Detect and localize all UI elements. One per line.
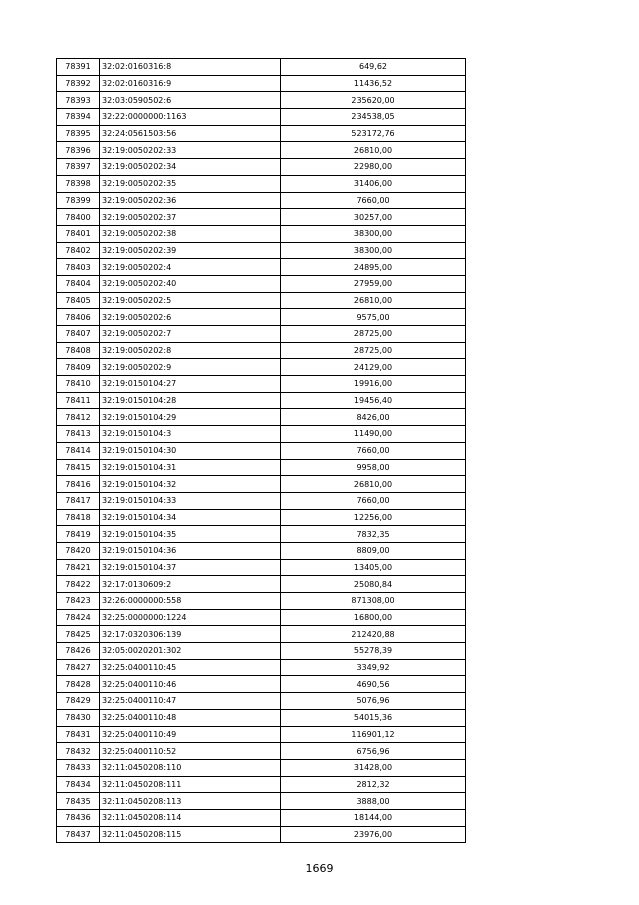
row-number-cell: 78425 [57, 626, 100, 643]
value-cell: 7660,00 [281, 442, 466, 459]
value-cell: 54015,36 [281, 709, 466, 726]
cadastral-number-cell: 32:19:0050202:5 [100, 292, 281, 309]
table-row [57, 693, 466, 710]
row-number-cell: 78411 [57, 392, 100, 409]
cadastral-number-cell: 32:19:0150104:37 [100, 559, 281, 576]
row-number-cell: 78435 [57, 793, 100, 810]
table-row [57, 259, 466, 276]
cadastral-number-cell: 32:19:0050202:36 [100, 192, 281, 209]
table-row [57, 159, 466, 176]
value-cell: 234538,05 [281, 109, 466, 126]
cadastral-number-cell: 32:11:0450208:114 [100, 809, 281, 826]
value-cell: 19456,40 [281, 392, 466, 409]
cadastral-value-table-container [56, 58, 466, 843]
page-number: 1669 [305, 862, 334, 875]
value-cell: 24895,00 [281, 259, 466, 276]
cadastral-number-cell: 32:11:0450208:113 [100, 793, 281, 810]
row-number-cell: 78416 [57, 476, 100, 493]
row-number-cell: 78403 [57, 259, 100, 276]
row-number-cell: 78431 [57, 726, 100, 743]
table-row [57, 392, 466, 409]
value-cell: 26810,00 [281, 142, 466, 159]
table-row [57, 676, 466, 693]
cadastral-number-cell: 32:19:0050202:6 [100, 309, 281, 326]
value-cell: 26810,00 [281, 292, 466, 309]
table-row [57, 292, 466, 309]
table-body [57, 59, 466, 843]
table-row [57, 225, 466, 242]
cadastral-number-cell: 32:19:0050202:34 [100, 159, 281, 176]
value-cell: 7832,35 [281, 526, 466, 543]
cadastral-number-cell: 32:25:0400110:47 [100, 693, 281, 710]
row-number-cell: 78418 [57, 509, 100, 526]
row-number-cell: 78413 [57, 426, 100, 443]
value-cell: 22980,00 [281, 159, 466, 176]
cadastral-number-cell: 32:19:0150104:36 [100, 542, 281, 559]
table-row [57, 743, 466, 760]
row-number-cell: 78395 [57, 125, 100, 142]
row-number-cell: 78424 [57, 609, 100, 626]
value-cell: 28725,00 [281, 342, 466, 359]
value-cell: 4690,56 [281, 676, 466, 693]
cadastral-number-cell: 32:05:0020201:302 [100, 643, 281, 660]
cadastral-number-cell: 32:11:0450208:111 [100, 776, 281, 793]
table-row [57, 125, 466, 142]
row-number-cell: 78399 [57, 192, 100, 209]
row-number-cell: 78405 [57, 292, 100, 309]
table-row [57, 659, 466, 676]
cadastral-number-cell: 32:19:0050202:37 [100, 209, 281, 226]
table-row [57, 275, 466, 292]
row-number-cell: 78404 [57, 275, 100, 292]
row-number-cell: 78409 [57, 359, 100, 376]
value-cell: 3888,00 [281, 793, 466, 810]
cadastral-number-cell: 32:19:0150104:28 [100, 392, 281, 409]
table-row [57, 242, 466, 259]
cadastral-number-cell: 32:24:0561503:56 [100, 125, 281, 142]
row-number-cell: 78414 [57, 442, 100, 459]
row-number-cell: 78412 [57, 409, 100, 426]
value-cell: 649,62 [281, 59, 466, 76]
value-cell: 12256,00 [281, 509, 466, 526]
row-number-cell: 78400 [57, 209, 100, 226]
value-cell: 23976,00 [281, 826, 466, 843]
row-number-cell: 78420 [57, 542, 100, 559]
cadastral-number-cell: 32:17:0130609:2 [100, 576, 281, 593]
table-row [57, 509, 466, 526]
value-cell: 212420,88 [281, 626, 466, 643]
value-cell: 30257,00 [281, 209, 466, 226]
row-number-cell: 78415 [57, 459, 100, 476]
table-row [57, 542, 466, 559]
table-row [57, 342, 466, 359]
value-cell: 871308,00 [281, 593, 466, 610]
value-cell: 8809,00 [281, 542, 466, 559]
row-number-cell: 78393 [57, 92, 100, 109]
cadastral-value-table [56, 58, 466, 843]
value-cell: 38300,00 [281, 242, 466, 259]
table-row [57, 759, 466, 776]
row-number-cell: 78433 [57, 759, 100, 776]
value-cell: 38300,00 [281, 225, 466, 242]
cadastral-number-cell: 32:25:0400110:48 [100, 709, 281, 726]
table-row [57, 726, 466, 743]
cadastral-number-cell: 32:19:0050202:9 [100, 359, 281, 376]
table-row [57, 476, 466, 493]
value-cell: 55278,39 [281, 643, 466, 660]
value-cell: 16800,00 [281, 609, 466, 626]
table-row [57, 459, 466, 476]
row-number-cell: 78408 [57, 342, 100, 359]
table-row [57, 175, 466, 192]
table-row [57, 776, 466, 793]
cadastral-number-cell: 32:19:0050202:33 [100, 142, 281, 159]
value-cell: 31428,00 [281, 759, 466, 776]
cadastral-number-cell: 32:19:0150104:34 [100, 509, 281, 526]
cadastral-number-cell: 32:19:0050202:8 [100, 342, 281, 359]
value-cell: 28725,00 [281, 326, 466, 343]
cadastral-number-cell: 32:19:0150104:35 [100, 526, 281, 543]
row-number-cell: 78423 [57, 593, 100, 610]
table-row [57, 643, 466, 660]
table-row [57, 92, 466, 109]
row-number-cell: 78421 [57, 559, 100, 576]
cadastral-number-cell: 32:11:0450208:115 [100, 826, 281, 843]
value-cell: 31406,00 [281, 175, 466, 192]
table-row [57, 109, 466, 126]
row-number-cell: 78391 [57, 59, 100, 76]
value-cell: 27959,00 [281, 275, 466, 292]
cadastral-number-cell: 32:19:0150104:29 [100, 409, 281, 426]
row-number-cell: 78401 [57, 225, 100, 242]
value-cell: 19916,00 [281, 376, 466, 393]
row-number-cell: 78394 [57, 109, 100, 126]
cadastral-number-cell: 32:19:0150104:3 [100, 426, 281, 443]
cadastral-number-cell: 32:25:0000000:1224 [100, 609, 281, 626]
value-cell: 26810,00 [281, 476, 466, 493]
value-cell: 116901,12 [281, 726, 466, 743]
value-cell: 6756,96 [281, 743, 466, 760]
cadastral-number-cell: 32:26:0000000:558 [100, 593, 281, 610]
value-cell: 11490,00 [281, 426, 466, 443]
row-number-cell: 78432 [57, 743, 100, 760]
cadastral-number-cell: 32:19:0150104:32 [100, 476, 281, 493]
table-row [57, 809, 466, 826]
value-cell: 8426,00 [281, 409, 466, 426]
row-number-cell: 78422 [57, 576, 100, 593]
table-row [57, 209, 466, 226]
cadastral-number-cell: 32:25:0400110:45 [100, 659, 281, 676]
cadastral-number-cell: 32:11:0450208:110 [100, 759, 281, 776]
row-number-cell: 78429 [57, 693, 100, 710]
value-cell: 523172,76 [281, 125, 466, 142]
row-number-cell: 78396 [57, 142, 100, 159]
cadastral-number-cell: 32:19:0050202:40 [100, 275, 281, 292]
cadastral-number-cell: 32:19:0050202:39 [100, 242, 281, 259]
table-row [57, 626, 466, 643]
table-row [57, 326, 466, 343]
row-number-cell: 78417 [57, 492, 100, 509]
row-number-cell: 78392 [57, 75, 100, 92]
table-row [57, 409, 466, 426]
cadastral-number-cell: 32:02:0160316:9 [100, 75, 281, 92]
value-cell: 7660,00 [281, 492, 466, 509]
value-cell: 2812,32 [281, 776, 466, 793]
row-number-cell: 78419 [57, 526, 100, 543]
table-row [57, 826, 466, 843]
table-row [57, 559, 466, 576]
value-cell: 5076,96 [281, 693, 466, 710]
table-row [57, 492, 466, 509]
row-number-cell: 78410 [57, 376, 100, 393]
value-cell: 18144,00 [281, 809, 466, 826]
cadastral-number-cell: 32:02:0160316:8 [100, 59, 281, 76]
table-row [57, 192, 466, 209]
row-number-cell: 78430 [57, 709, 100, 726]
value-cell: 9575,00 [281, 309, 466, 326]
row-number-cell: 78407 [57, 326, 100, 343]
table-row [57, 75, 466, 92]
table-row [57, 359, 466, 376]
value-cell: 3349,92 [281, 659, 466, 676]
table-row [57, 576, 466, 593]
value-cell: 24129,00 [281, 359, 466, 376]
cadastral-number-cell: 32:19:0150104:33 [100, 492, 281, 509]
cadastral-number-cell: 32:03:0590502:6 [100, 92, 281, 109]
value-cell: 11436,52 [281, 75, 466, 92]
row-number-cell: 78402 [57, 242, 100, 259]
row-number-cell: 78426 [57, 643, 100, 660]
table-row [57, 793, 466, 810]
cadastral-number-cell: 32:17:0320306:139 [100, 626, 281, 643]
cadastral-number-cell: 32:22:0000000:1163 [100, 109, 281, 126]
value-cell: 7660,00 [281, 192, 466, 209]
value-cell: 13405,00 [281, 559, 466, 576]
cadastral-number-cell: 32:25:0400110:46 [100, 676, 281, 693]
row-number-cell: 78428 [57, 676, 100, 693]
row-number-cell: 78436 [57, 809, 100, 826]
table-row [57, 59, 466, 76]
cadastral-number-cell: 32:19:0050202:7 [100, 326, 281, 343]
table-row [57, 709, 466, 726]
cadastral-number-cell: 32:19:0050202:4 [100, 259, 281, 276]
cadastral-number-cell: 32:25:0400110:52 [100, 743, 281, 760]
value-cell: 235620,00 [281, 92, 466, 109]
table-row [57, 376, 466, 393]
table-row [57, 309, 466, 326]
cadastral-number-cell: 32:19:0050202:38 [100, 225, 281, 242]
table-row [57, 442, 466, 459]
value-cell: 9958,00 [281, 459, 466, 476]
row-number-cell: 78434 [57, 776, 100, 793]
cadastral-number-cell: 32:19:0150104:30 [100, 442, 281, 459]
row-number-cell: 78397 [57, 159, 100, 176]
cadastral-number-cell: 32:19:0150104:27 [100, 376, 281, 393]
value-cell: 25080,84 [281, 576, 466, 593]
cadastral-number-cell: 32:19:0150104:31 [100, 459, 281, 476]
table-row [57, 526, 466, 543]
table-row [57, 593, 466, 610]
table-row [57, 426, 466, 443]
row-number-cell: 78437 [57, 826, 100, 843]
table-row [57, 142, 466, 159]
cadastral-number-cell: 32:19:0050202:35 [100, 175, 281, 192]
table-row [57, 609, 466, 626]
row-number-cell: 78427 [57, 659, 100, 676]
row-number-cell: 78398 [57, 175, 100, 192]
cadastral-number-cell: 32:25:0400110:49 [100, 726, 281, 743]
row-number-cell: 78406 [57, 309, 100, 326]
